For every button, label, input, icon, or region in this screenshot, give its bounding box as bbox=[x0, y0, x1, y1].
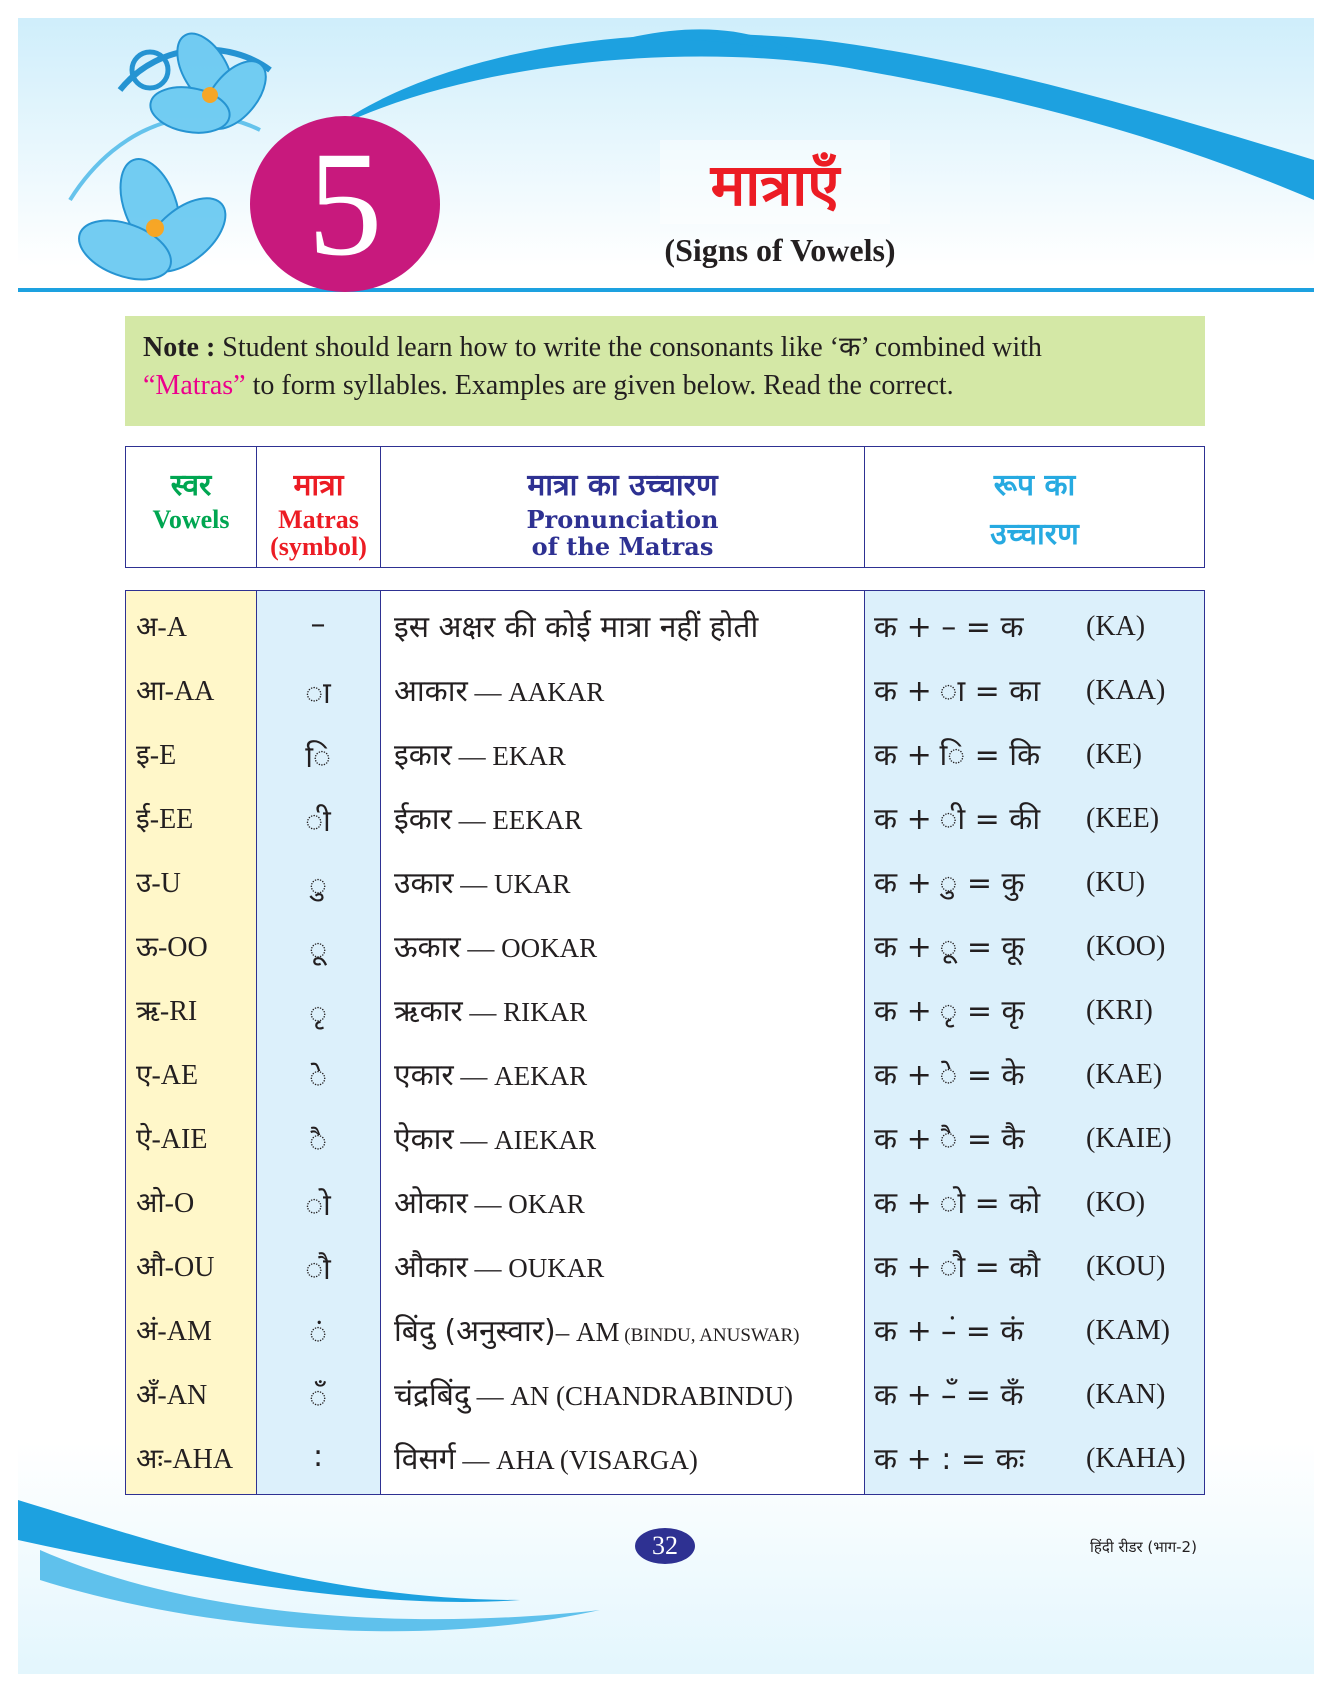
pronunciation-dash: — bbox=[453, 1125, 495, 1155]
vowel-cell bbox=[136, 863, 181, 901]
syllable-roman: (KOO) bbox=[1086, 931, 1166, 962]
vowel-cell bbox=[136, 607, 187, 645]
note-text-2: to form syllables. Examples are given below. Read the correct. bbox=[245, 370, 954, 401]
syllable-roman: (KE) bbox=[1086, 739, 1142, 770]
vowel-hindi: इ bbox=[136, 738, 150, 771]
table-row bbox=[126, 663, 1204, 727]
pronunciation-dash: — bbox=[453, 1061, 495, 1091]
matra-symbol: ै bbox=[309, 1124, 327, 1159]
pronunciation-hindi: ऋकार bbox=[394, 994, 463, 1029]
syllable-formation: क + े = के bbox=[874, 1058, 1025, 1093]
pronunciation-cell bbox=[394, 797, 582, 838]
vowel-roman: -AIE bbox=[151, 1124, 208, 1155]
syllable-roman: (KU) bbox=[1086, 867, 1146, 898]
pronunciation-note: (BINDU, ANUSWAR) bbox=[619, 1325, 800, 1346]
vowel-hindi: औ bbox=[136, 1250, 165, 1283]
syllable-roman: (KAM) bbox=[1086, 1315, 1170, 1346]
note-label: Note : bbox=[143, 332, 216, 363]
vowel-cell bbox=[136, 927, 208, 965]
note-text-1: Student should learn how to write the consonants like ‘क’ combined with bbox=[215, 332, 1042, 363]
pronunciation-cell bbox=[394, 669, 604, 710]
vowel-cell bbox=[136, 735, 176, 773]
pronunciation-dash: — bbox=[453, 869, 495, 899]
footer-decoration bbox=[0, 1480, 1332, 1692]
vowel-hindi: ओ bbox=[136, 1186, 165, 1219]
pronunciation-english: EEKAR bbox=[492, 805, 583, 835]
matra-symbol: ू bbox=[309, 932, 327, 967]
vowel-roman: -OU bbox=[164, 1252, 215, 1283]
vowel-hindi: अ bbox=[136, 610, 158, 643]
pronunciation-dash: – bbox=[555, 1317, 576, 1347]
vowel-roman: -AM bbox=[157, 1316, 212, 1347]
header-matras-english: Matras bbox=[278, 505, 359, 534]
note-box bbox=[125, 316, 1205, 426]
pronunciation-english: OKAR bbox=[508, 1189, 585, 1219]
matra-table bbox=[125, 590, 1205, 1495]
pronunciation-english: EKAR bbox=[492, 741, 566, 771]
table-row bbox=[126, 791, 1204, 855]
header-vowels-english: Vowels bbox=[152, 505, 230, 534]
vowel-cell bbox=[136, 799, 193, 837]
syllable-formation: क + ै = कै bbox=[874, 1122, 1025, 1157]
pronunciation-cell bbox=[394, 1117, 596, 1158]
vowel-hindi: ई bbox=[136, 802, 150, 835]
table-row bbox=[126, 1047, 1204, 1111]
pronunciation-english: AAKAR bbox=[508, 677, 605, 707]
vowel-cell bbox=[136, 1375, 207, 1413]
header-pronunciation-hindi: मात्रा का उच्चारण bbox=[527, 468, 718, 503]
syllable-roman: (KOU) bbox=[1086, 1251, 1166, 1282]
pronunciation-dash: — bbox=[467, 677, 509, 707]
pronunciation-english: AM bbox=[575, 1317, 620, 1347]
pronunciation-hindi: विसर्ग bbox=[394, 1442, 456, 1477]
table-row bbox=[126, 599, 1204, 663]
header-vowels bbox=[126, 447, 256, 567]
vowel-hindi: ऊ bbox=[136, 930, 158, 963]
matra-symbol: ि bbox=[305, 740, 331, 775]
pronunciation-hindi: इस अक्षर की कोई मात्रा नहीं होती bbox=[394, 610, 759, 645]
vowel-cell bbox=[136, 991, 197, 1029]
pronunciation-english: OOKAR bbox=[501, 933, 598, 963]
syllable-formation: क + : = कः bbox=[874, 1442, 1025, 1477]
syllable-formation: क + – = क bbox=[874, 610, 1024, 645]
pronunciation-hindi: ऐकार bbox=[394, 1122, 454, 1157]
pronunciation-cell bbox=[394, 861, 571, 902]
table-row bbox=[126, 727, 1204, 791]
vowel-roman: -U bbox=[151, 868, 181, 899]
matra-symbol: – bbox=[310, 607, 326, 642]
pronunciation-hindi: ऊकार bbox=[394, 930, 461, 965]
pronunciation-dash: — bbox=[462, 997, 504, 1027]
syllable-formation: क + ि = कि bbox=[874, 738, 1041, 773]
vowel-hindi: ऋ bbox=[136, 994, 160, 1027]
pronunciation-hindi: उकार bbox=[394, 866, 454, 901]
note-highlight: “Matras” bbox=[143, 370, 246, 401]
pronunciation-cell bbox=[394, 605, 758, 646]
pronunciation-english: OUKAR bbox=[508, 1253, 605, 1283]
book-title: हिंदी रीडर (भाग-2) bbox=[1090, 1538, 1197, 1556]
syllable-formation: क + –ं = कं bbox=[874, 1314, 1024, 1349]
matra-symbol: ी bbox=[305, 804, 331, 839]
syllable-roman: (KO) bbox=[1086, 1187, 1146, 1218]
header-matras-hindi: मात्रा bbox=[293, 468, 344, 503]
flower-decoration bbox=[70, 24, 278, 290]
pronunciation-dash: — bbox=[469, 1381, 511, 1411]
matra-symbol: ु bbox=[309, 868, 327, 903]
header-vowels-hindi: स्वर bbox=[170, 468, 212, 503]
table-row bbox=[126, 1175, 1204, 1239]
syllable-roman: (KRI) bbox=[1086, 995, 1153, 1026]
syllable-roman: (KA) bbox=[1086, 611, 1146, 642]
pronunciation-cell bbox=[394, 1309, 799, 1350]
syllable-roman: (KAN) bbox=[1086, 1379, 1166, 1410]
matra-symbol: ं bbox=[309, 1316, 327, 1351]
vowel-hindi: अँ bbox=[136, 1378, 158, 1411]
vowel-cell bbox=[136, 671, 214, 709]
table-row bbox=[126, 1111, 1204, 1175]
syllable-roman: (KAIE) bbox=[1086, 1123, 1172, 1154]
header-pronunciation-english: Pronunciation bbox=[526, 505, 719, 534]
pronunciation-english: AEKAR bbox=[494, 1061, 588, 1091]
syllable-formation: क + ृ = कृ bbox=[874, 994, 1025, 1029]
table-row bbox=[126, 983, 1204, 1047]
pronunciation-cell bbox=[394, 1373, 793, 1414]
pronunciation-hindi: एकार bbox=[394, 1058, 454, 1093]
pronunciation-hindi: औकार bbox=[394, 1250, 468, 1285]
page-number: 32 bbox=[635, 1528, 695, 1564]
chapter-number-badge bbox=[250, 116, 440, 292]
table-row bbox=[126, 919, 1204, 983]
vowel-hindi: आ bbox=[136, 674, 165, 707]
syllable-formation: क + ौ = कौ bbox=[874, 1250, 1041, 1285]
syllable-formation: क + ु = कु bbox=[874, 866, 1025, 901]
syllable-formation: क + ी = की bbox=[874, 802, 1041, 837]
chapter-title-hindi: मात्राएँ bbox=[660, 140, 890, 224]
vowel-roman: -O bbox=[164, 1188, 195, 1219]
matra-symbol: ौ bbox=[305, 1252, 331, 1287]
vowel-roman: -A bbox=[157, 612, 187, 643]
pronunciation-cell bbox=[394, 1245, 604, 1286]
pronunciation-dash: — bbox=[467, 1189, 509, 1219]
vowel-roman: -AHA bbox=[163, 1444, 234, 1475]
pronunciation-cell bbox=[394, 1437, 698, 1478]
vowel-cell bbox=[136, 1439, 233, 1477]
matra-symbol: ँ bbox=[309, 1380, 327, 1415]
vowel-hindi: अः bbox=[136, 1442, 164, 1475]
syllable-roman: (KAA) bbox=[1086, 675, 1166, 706]
vowel-hindi: ऐ bbox=[136, 1122, 152, 1155]
vowel-roman: -E bbox=[149, 740, 177, 771]
header-pronunciation-english-2: of the Matras bbox=[531, 532, 714, 561]
vowel-cell bbox=[136, 1247, 214, 1285]
header-form-hindi: रूप का bbox=[993, 468, 1076, 503]
pronunciation-cell bbox=[394, 1181, 585, 1222]
pronunciation-hindi: इकार bbox=[394, 738, 452, 773]
pronunciation-hindi: आकार bbox=[394, 674, 468, 709]
header-form bbox=[864, 447, 1204, 567]
pronunciation-hindi: चंद्रबिंदु bbox=[394, 1378, 470, 1413]
pronunciation-dash: — bbox=[451, 741, 493, 771]
matra-symbol: े bbox=[309, 1060, 327, 1095]
pronunciation-hindi: बिंदु (अनुस्वार) bbox=[394, 1314, 556, 1349]
vowel-roman: -OO bbox=[157, 932, 208, 963]
table-row bbox=[126, 1303, 1204, 1367]
syllable-formation: क + –ँ = कँ bbox=[874, 1378, 1024, 1413]
matra-symbol: ो bbox=[305, 1188, 331, 1223]
table-header bbox=[125, 446, 1205, 568]
pronunciation-cell bbox=[394, 989, 587, 1030]
pronunciation-dash: — bbox=[451, 805, 493, 835]
header-pronunciation bbox=[380, 447, 864, 567]
syllable-roman: (KEE) bbox=[1086, 803, 1160, 834]
chapter-number: 5 bbox=[307, 121, 383, 287]
matra-symbol: ा bbox=[305, 676, 331, 711]
vowel-hindi: उ bbox=[136, 866, 152, 899]
pronunciation-english: AHA (VISARGA) bbox=[496, 1445, 698, 1475]
pronunciation-english: UKAR bbox=[494, 869, 571, 899]
pronunciation-dash: — bbox=[460, 933, 502, 963]
header-divider bbox=[18, 288, 1314, 292]
vowel-cell bbox=[136, 1119, 207, 1157]
vowel-cell bbox=[136, 1311, 212, 1349]
matra-symbol: ृ bbox=[309, 996, 327, 1031]
vowel-cell bbox=[136, 1055, 198, 1093]
vowel-roman: -AE bbox=[151, 1060, 199, 1091]
pronunciation-hindi: ओकार bbox=[394, 1186, 468, 1221]
pronunciation-english: AIEKAR bbox=[494, 1125, 597, 1155]
vowel-hindi: अं bbox=[136, 1314, 158, 1347]
pronunciation-cell bbox=[394, 1053, 587, 1094]
pronunciation-hindi: ईकार bbox=[394, 802, 452, 837]
matra-symbol: : bbox=[312, 1439, 324, 1474]
vowel-roman: -EE bbox=[149, 804, 194, 835]
table-row bbox=[126, 1239, 1204, 1303]
syllable-roman: (KAHA) bbox=[1086, 1443, 1186, 1474]
header-form-hindi-2: उच्चारण bbox=[990, 517, 1079, 552]
syllable-formation: क + ू = कू bbox=[874, 930, 1025, 965]
vowel-hindi: ए bbox=[136, 1058, 152, 1091]
header-matras-english-2: (symbol) bbox=[270, 532, 367, 561]
pronunciation-cell bbox=[394, 925, 597, 966]
vowel-roman: -AA bbox=[164, 676, 215, 707]
vowel-roman: -RI bbox=[159, 996, 198, 1027]
header-matras bbox=[256, 447, 380, 567]
vowel-roman: -AN bbox=[157, 1380, 208, 1411]
syllable-roman: (KAE) bbox=[1086, 1059, 1163, 1090]
chapter-title-english: (Signs of Vowels) bbox=[664, 232, 896, 268]
syllable-formation: क + ा = का bbox=[874, 674, 1041, 709]
pronunciation-cell bbox=[394, 733, 566, 774]
pronunciation-english: RIKAR bbox=[503, 997, 588, 1027]
vowel-cell bbox=[136, 1183, 194, 1221]
pronunciation-english: AN (CHANDRABINDU) bbox=[510, 1381, 794, 1411]
table-row bbox=[126, 1367, 1204, 1431]
pronunciation-dash: — bbox=[467, 1253, 509, 1283]
table-row bbox=[126, 855, 1204, 919]
syllable-formation: क + ो = को bbox=[874, 1186, 1041, 1221]
pronunciation-dash: — bbox=[455, 1445, 497, 1475]
